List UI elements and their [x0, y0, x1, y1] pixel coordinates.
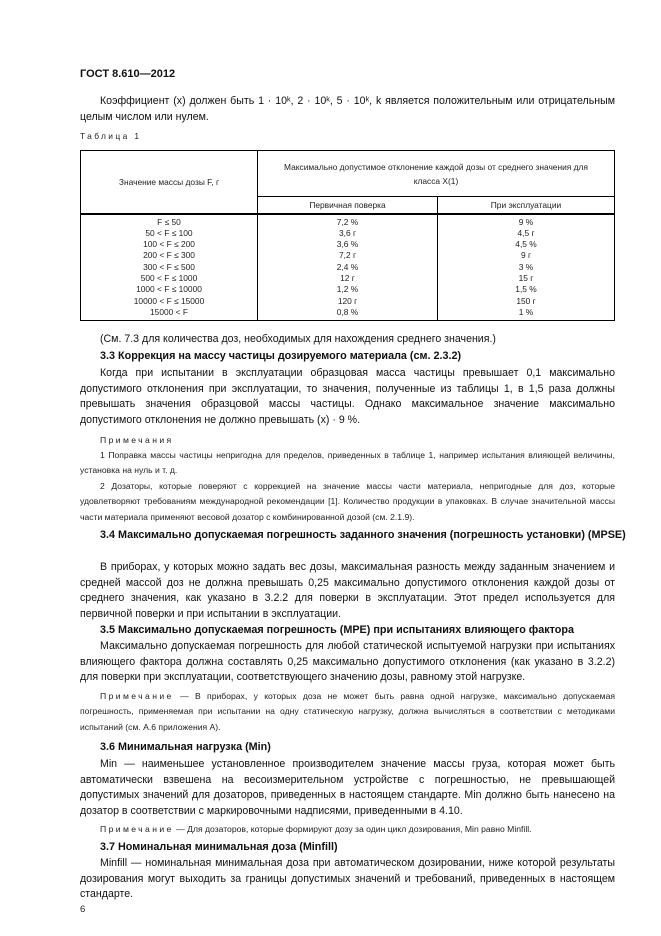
mass-values: F ≤ 50 50 < F ≤ 100 100 < F ≤ 200 200 < F ≤ 300 300 < F ≤ 500 500 < F ≤ 1000 1000 < F ≤ 10000 10000 < F ≤ 15000 15000 < F [81, 214, 258, 321]
note-text: — В приборах, у которых доза не может быть равна одной нагрузке, максимально допускаемая погрешность, применяемая при испытании на одну статическую нагрузку, должна вычисляться в соответствии с методиками испытаний (см. А.6 приложения А). [80, 691, 615, 732]
note-2: 2 Дозаторы, которые поверяют с коррекцией на значение массы части материала, непригодные для доз, которые удовлетворяют требованиям международной рекомендации [1]. Количество продукции в упаковках. В случае значительной массы части материала применяют весовой дозатор с комбинированной дозой (см. 2.1.9). [80, 481, 615, 522]
section-3-5-heading: 3.5 Максимально допускаемая погрешность (MPE) при испытаниях влияющего фактора [100, 624, 575, 636]
section-3-3-text: Когда при испытании в эксплуатации образцовая масса частицы превышает 0,1 максимально допустимого отклонения при эксплуатации, то значения, полученные из таблицы 1, в 1,5 раза должны превышать значения образцовой массы частицы. Однако максимальное значение максимально допустимого отклонения не должно превышать (x) · 9 %. [80, 367, 615, 426]
coefficient-paragraph: Коэффициент (x) должен быть 1 · 10ᵏ, 2 · 10ᵏ, 5 · 10ᵏ, k является положительным или отрицательным целым числом или нулем. [80, 95, 615, 123]
initial-values: 7,2 % 3,6 г 3,6 % 7,2 г 2,4 % 12 г 1,2 % 120 г 0,8 % [258, 214, 438, 321]
document-header: ГОСТ 8.610—2012 [80, 68, 176, 80]
col-header-group: Максимально допустимое отклонение каждой дозы от среднего значения для класса X(1) [258, 151, 615, 197]
notes-title: Примечания [100, 435, 174, 445]
section-3-6-note [80, 822, 615, 837]
see-paragraph: (См. 7.3 для количества доз, необходимых для нахождения среднего значения.) [100, 333, 496, 345]
section-3-7-heading: 3.7 Номинальная минимальная доза (Minfill) [100, 841, 338, 853]
section-3-4-heading: 3.4 Максимально допускаемая погрешность заданного значения (погрешность установки) (MPSE) [100, 529, 626, 541]
table-label: Таблица 1 [80, 131, 142, 141]
section-3-4-text: В приборах, у которых можно задать вес дозы, максимальная разность между заданным значением и средней массой доз не должна превышать 0,25 максимально допустимого отклонения каждой дозы от среднего значения, как указано в 3.2.2 для поверки в эксплуатации. Этот предел используется для первичной поверки и при испытании в эксплуатации. [80, 561, 615, 620]
note-1: 1 Поправка массы частицы непригодна для пределов, приведенных в таблице 1, например испытания влияющей величины, установка на нуль и т. д. [80, 450, 615, 476]
note-label: Примечание [100, 691, 174, 701]
section-3-6-text: Min — наименьшее установленное производителем значение массы груза, которая может быть автоматически взвешена на весоизмерительном устройстве с погрешностью, не превышающей допустимых значений для дозаторов, приведенных в настоящем стандарте. Min должно быть нанесено на дозатор в соответствии с маркировочными надписями, приведенными в 4.10. [80, 758, 615, 817]
note-text: — Для дозаторов, которые формируют дозу за один цикл дозирования, Min равно Minfill. [173, 824, 532, 834]
page-number: 6 [80, 904, 86, 915]
col-header-initial: Первичная поверка [258, 197, 438, 214]
section-3-7-text: Minfill — номинальная минимальная доза при автоматическом дозировании, ниже которой результаты дозирования могут выходить за границы допустимых значений и требований, приведенных в настоящем стандарте. [80, 857, 615, 901]
use-values: 9 % 4,5 г 4,5 % 9 г 3 % 15 г 1,5 % 150 г 1 % [438, 214, 615, 321]
note-label: Примечание [100, 824, 174, 834]
section-3-3-heading: 3.3 Коррекция на массу частицы дозируемого материала (см. 2.3.2) [100, 350, 462, 362]
section-3-6-heading: 3.6 Минимальная нагрузка (Min) [100, 741, 271, 753]
section-3-5-text: Максимально допускаемая погрешность для любой статической испытуемой нагрузки при испытаниях влияющего фактора должна составлять 0,25 максимально допустимого отклонения (как указано в 3.2.2) для поверки при эксплуатации, соответствующего значению дозы, равному этой нагрузке. [80, 640, 615, 684]
col-header-use: При эксплуатации [438, 197, 615, 214]
col-header-mass: Значение массы дозы F, г [81, 151, 258, 214]
section-3-5-note [80, 689, 615, 735]
table-1 [80, 150, 615, 321]
